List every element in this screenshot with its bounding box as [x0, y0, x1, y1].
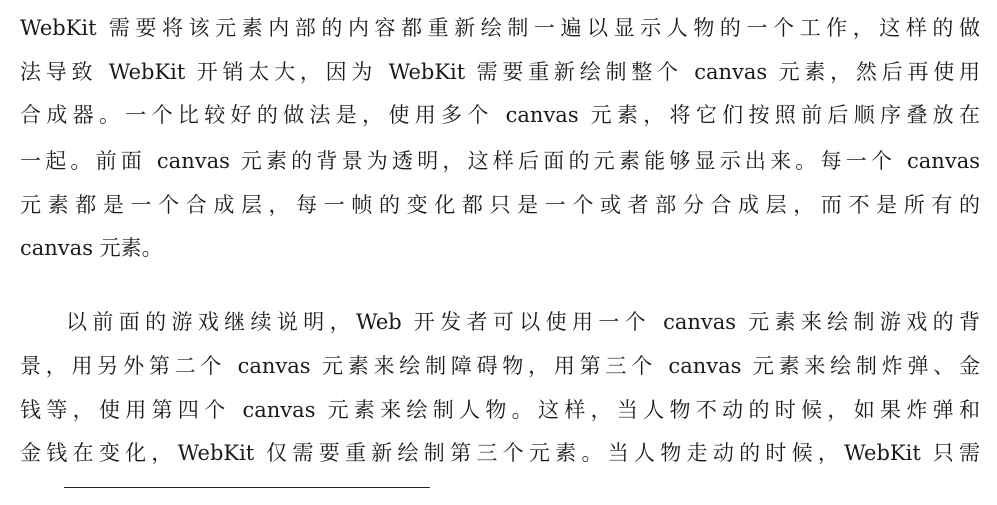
paragraph-1-line-6: canvas 元素。 — [20, 236, 163, 260]
paragraph-2-line-4: 金钱在变化，WebKit 仅需要重新绘制第三个元素。当人物走动的时候，WebKit 只需 — [20, 441, 980, 465]
paragraph-2-line-3: 钱等，使用第四个 canvas 元素来绘制人物。这样，当人物不动的时候，如果炸弹和 — [20, 398, 980, 422]
paragraph-1-line-2: 法导致 WebKit 开销太大，因为 WebKit 需要重新绘制整个 canvas 元素，然后再使用 — [20, 60, 980, 84]
paragraph-2-line-1: 以前面的游戏继续说明，Web 开发者可以使用一个 canvas 元素来绘制游戏的背 — [66, 310, 980, 334]
paragraph-1-line-1: WebKit 需要将该元素内部的内容都重新绘制一遍以显示人物的一个工作，这样的做 — [20, 16, 980, 40]
paragraph-1-line-4: 一起。前面 canvas 元素的背景为透明，这样后面的元素能够显示出来。每一个 canvas — [20, 149, 980, 173]
paragraph-1-line-3: 合成器。一个比较好的做法是，使用多个 canvas 元素，将它们按照前后顺序叠放在 — [20, 103, 980, 127]
paragraph-2-line-2: 景，用另外第二个 canvas 元素来绘制障碍物，用第三个 canvas 元素来绘制炸弹、金 — [20, 354, 980, 378]
paragraph-1-line-5: 元素都是一个合成层，每一帧的变化都只是一个或者部分合成层，而不是所有的 — [20, 193, 980, 217]
footnote-divider — [64, 487, 430, 488]
